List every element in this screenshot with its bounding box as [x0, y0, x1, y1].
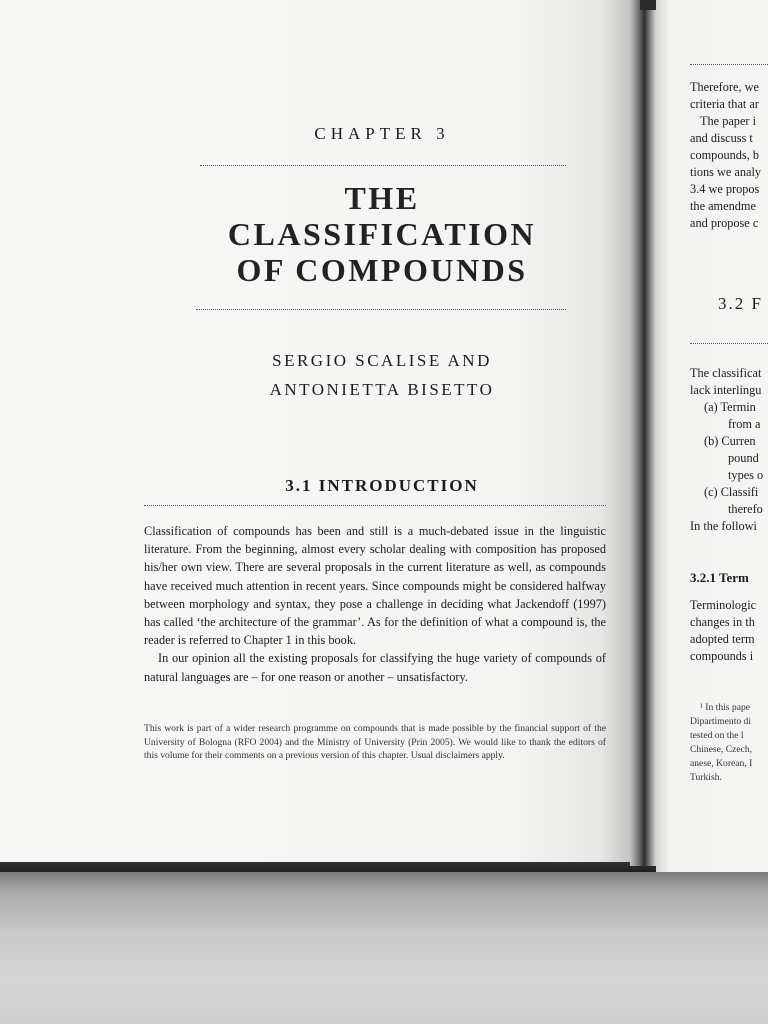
right-footnote-line: Dipartimento di	[690, 716, 752, 727]
right-text-line: criteria that ar	[690, 97, 759, 111]
author-line: SERGIO SCALISE AND	[272, 351, 492, 370]
title-line: OF COMPOUNDS	[236, 252, 528, 288]
right-text-line: pound	[728, 451, 759, 465]
paragraph: Classification of compounds has been and still is a much-debated issue in the linguistic literature. From the beginning, almost every scholar dealing with composition has proposed his/her own view. There are several proposals in the current literature as well, as compounds have received much attention in recent years. Since compounds might be considered halfway between morphology and syntax, they pose a challenge in deciding what Jackendoff (1997) has called ‘the architecture of the grammar’. As for the definition of what a compound is, the reader is referred to Chapter 1 in this book.	[144, 524, 606, 648]
right-text-line: In the followi	[690, 519, 757, 533]
right-text-line: The classificat	[690, 366, 762, 380]
right-footnote-line: ¹ In this pape	[700, 702, 751, 713]
right-text-line: (b) Curren	[704, 434, 756, 448]
right-text-line: changes in th	[690, 615, 755, 629]
footnote: This work is part of a wider research programme on compounds that is made possible by the financial support of the University of Bologna (RFO 2004) and the Ministry of University (Prin 2005). We would like to thank the editors of this volume for their comments on a previous version of this chapter. Usual disclaimers apply.	[144, 723, 606, 761]
right-text-line: the amendme	[690, 199, 756, 213]
right-text-line: The paper i	[700, 114, 756, 128]
right-text-line: 3.4 we propos	[690, 182, 760, 196]
divider-section	[144, 505, 606, 506]
right-text-line: (a) Termin	[704, 400, 756, 414]
section-heading: 3.1 INTRODUCTION	[285, 476, 479, 495]
right-text-line: Therefore, we	[690, 80, 759, 94]
title-line: CLASSIFICATION	[227, 216, 537, 252]
right-footnote-line: Turkish.	[690, 772, 722, 783]
divider-top	[200, 165, 566, 166]
book-gutter	[630, 0, 656, 866]
right-text-line: lack interlingu	[690, 383, 762, 397]
authors	[200, 346, 564, 404]
body-text	[144, 522, 606, 686]
right-text-line: and propose c	[690, 216, 759, 230]
chapter-title	[200, 180, 564, 288]
right-text-line: Terminologic	[690, 598, 757, 612]
right-footnote-line: tested on the l	[690, 730, 744, 741]
title-line: THE	[344, 180, 420, 216]
chapter-label: CHAPTER 3	[314, 124, 450, 143]
right-footnote-line: Chinese, Czech,	[690, 744, 753, 755]
right-text-line: and discuss t	[690, 131, 753, 145]
right-text-line: compounds i	[690, 649, 754, 663]
right-text-line: therefo	[728, 502, 763, 516]
author-line: ANTONIETTA BISETTO	[269, 380, 495, 399]
divider-right-top	[690, 64, 768, 65]
right-text-line: from a	[728, 417, 761, 431]
scanner-background	[0, 872, 768, 1024]
right-text-line: types o	[728, 468, 764, 482]
right-text-line: (c) Classifi	[704, 485, 759, 499]
right-text-line: adopted term	[690, 632, 755, 646]
right-subsection-heading: 3.2.1 Term	[690, 570, 749, 585]
paragraph: In our opinion all the existing proposals for classifying the huge variety of compounds of natural languages are – for one reason or another – unsatisfactory.	[144, 651, 606, 684]
right-footnote-line: anese, Korean, I	[690, 758, 753, 769]
divider-right-section	[690, 343, 768, 344]
right-text-line: compounds, b	[690, 148, 759, 162]
right-text-line: tions we analy	[690, 165, 762, 179]
right-page	[656, 0, 768, 872]
divider-under-title	[196, 309, 566, 310]
right-section-heading: 3.2 F	[718, 294, 763, 313]
